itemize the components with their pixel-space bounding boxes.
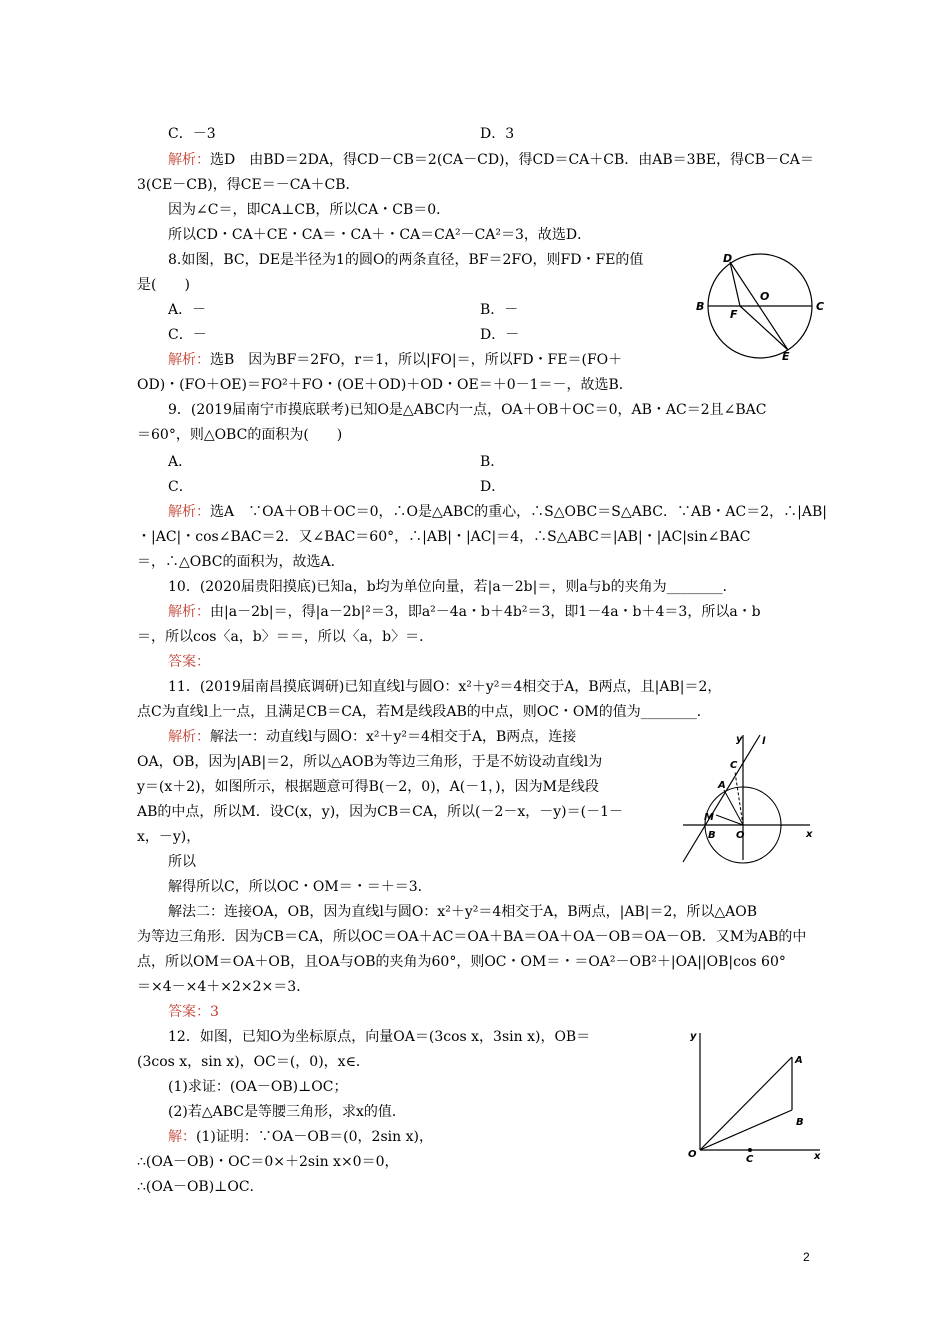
analysis-11-line7: 解得所以C，所以OC・OM＝・＝＋＝3．	[168, 879, 432, 895]
graph-figure-q12	[680, 1025, 825, 1165]
option-d-7: D．3	[480, 126, 515, 142]
label-o: O	[736, 830, 745, 841]
label-a: A	[718, 780, 726, 791]
analysis-9-line1	[168, 502, 827, 522]
label-x: x	[806, 829, 813, 840]
label-f: F	[730, 308, 738, 321]
analysis-text: 解法一：动直线l与圆O：x²＋y²＝4相交于A，B两点，连接	[210, 729, 577, 745]
analysis-11-line4: AB的中点，所以M．设C(x，y)，因为CB＝CA，所以(－2－x，－y)＝(－1－	[137, 804, 623, 820]
option-a-8: A．－	[168, 302, 207, 318]
circle-figure-q8	[690, 248, 830, 366]
option-c-9: C．	[168, 479, 193, 495]
page-number: 2	[803, 1250, 810, 1264]
question-12-line1: 12．如图，已知O为坐标原点，向量OA＝(3cos x，3sin x)，OB＝	[168, 1029, 591, 1045]
analysis-text: 选A ∵OA＋OB＋OC＝0，∴O是△ABC的重心，∴S△OBC＝S△ABC．∵AB・AC＝2，∴|AB|	[210, 504, 827, 520]
analysis-7-line4: 所以CD・CA＋CE・CA＝・CA＋・CA＝CA²－CA²＝3，故选D．	[168, 227, 592, 243]
option-c-8: C．－	[168, 327, 207, 343]
question-10: 10．(2020届贵阳摸底)已知a，b均为单位向量，若|a－2b|＝，则a与b的夹角为________．	[168, 579, 737, 595]
analysis-label: 解析：	[168, 729, 210, 745]
label-e: E	[782, 350, 790, 363]
label-c: C	[730, 760, 738, 771]
analysis-label: 解析：	[168, 152, 210, 168]
question-8-line2: 是( )	[137, 277, 190, 293]
segment-ob	[700, 1110, 792, 1150]
label-b: B	[708, 830, 716, 841]
analysis-label: 解析：	[168, 352, 210, 368]
analysis-11-method2-line4: ＝×4－×4＋×2×2×＝3．	[137, 979, 311, 995]
analysis-text: 选B 因为BF＝2FO，r＝1，所以|FO|＝，所以FD・FE＝(FO＋	[210, 352, 623, 368]
answer-11: 答案：3	[168, 1004, 219, 1020]
option-b-8: B．－	[480, 302, 519, 318]
question-12-line2: (3cos x，sin x)，OC＝(，0)，x∈．	[137, 1054, 370, 1070]
question-11-line1: 11．(2019届南昌摸底调研)已知直线l与圆O：x²＋y²＝4相交于A，B两点，且|AB|＝2，	[168, 679, 722, 695]
question-8-line1: 8.如图，BC，DE是半径为1的圆O的两条直径，BF＝2FO，则FD・FE的值	[168, 252, 644, 268]
analysis-11-line6: 所以	[168, 854, 196, 870]
analysis-11-line5: x，－y)，	[137, 829, 201, 845]
analysis-11-line3: y＝(x＋2)，如图所示，根据题意可得B(－2，0)，A(－1，)，因为M是线段	[137, 779, 599, 795]
analysis-7-line1	[168, 150, 814, 170]
graph-figure-q11	[678, 730, 818, 865]
option-d-8: D．－	[480, 327, 520, 343]
question-9-line1: 9．(2019届南宁市摸底联考)已知O是△ABC内一点，OA＋OB＋OC＝0，AB・AC＝2且∠BAC	[168, 402, 767, 418]
solution-12-line2: ∴(OA－OB)・OC＝0×＋2sin x×0＝0，	[137, 1154, 399, 1170]
solution-label: 解：	[168, 1129, 196, 1145]
analysis-10-line1	[168, 602, 761, 622]
label-l: l	[762, 736, 766, 747]
analysis-7-line3: 因为∠C＝，即CA⊥CB，所以CA・CB＝0．	[168, 202, 451, 218]
analysis-11-method2-line3: 点，所以OM＝OA＋OB，且OA与OB的夹角为60°，则OC・OM＝・＝OA²－OB²＋|OA||OB|cos 60°	[137, 954, 786, 970]
question-9-line2: ＝60°，则△OBC的面积为( )	[137, 427, 343, 443]
analysis-9-line2: ・|AC|・cos∠BAC＝2．又∠BAC＝60°，∴|AB|・|AC|＝4，∴S△ABC＝|AB|・|AC|sin∠BAC	[137, 529, 751, 545]
analysis-8-line1	[168, 350, 622, 370]
analysis-10-line2: ＝，所以cos〈a，b〉＝＝，所以〈a，b〉＝．	[137, 629, 434, 645]
analysis-9-line3: ＝，∴△OBC的面积为，故选A．	[137, 554, 345, 570]
label-y: y	[690, 1031, 697, 1042]
line-l	[683, 735, 760, 862]
option-a-9: A．	[168, 454, 193, 470]
analysis-label: 解析：	[168, 604, 210, 620]
option-c-7: C．－3	[168, 126, 216, 142]
solution-12-line3: ∴(OA－OB)⊥OC．	[137, 1179, 264, 1195]
point-c	[748, 1148, 752, 1152]
question-12-part2: (2)若△ABC是等腰三角形，求x的值．	[168, 1104, 406, 1120]
question-12-part1: (1)求证：(OA－OB)⊥OC；	[168, 1079, 348, 1095]
analysis-8-line2: OD)・(FO＋OE)＝FO²＋FO・(OE＋OD)＋OD・OE＝＋0－1＝－，故选B．	[137, 377, 633, 393]
label-c: C	[816, 300, 825, 313]
option-d-9: D．	[480, 479, 506, 495]
label-b: B	[796, 1117, 804, 1128]
option-b-9: B．	[480, 454, 505, 470]
label-o: O	[760, 290, 770, 303]
analysis-text: 由|a－2b|＝，得|a－2b|²＝3，即a²－4a・b＋4b²＝3，即1－4a・b＋4＝3，所以a・b	[210, 604, 761, 620]
analysis-11-method2-line2: 为等边三角形．因为CB＝CA，所以OC＝OA＋AC＝OA＋BA＝OA＋OA－OB＝OA－OB．又M为AB的中	[137, 929, 807, 945]
label-d: D	[723, 252, 733, 265]
solution-12-line1	[168, 1127, 433, 1147]
answer-10: 答案：	[168, 654, 210, 670]
label-x: x	[814, 1151, 821, 1162]
label-m: M	[704, 812, 714, 823]
analysis-7-line2: 3(CE－CB)，得CE＝－CA＋CB．	[137, 177, 360, 193]
analysis-11-method2-line1: 解法二：连接OA，OB，因为直线l与圆O：x²＋y²＝4相交于A，B两点，|AB|＝2，所以△AOB	[168, 904, 758, 920]
analysis-11-line1	[168, 727, 576, 747]
label-o: O	[688, 1149, 697, 1160]
label-y: y	[736, 734, 743, 745]
label-a: A	[795, 1055, 803, 1066]
analysis-label: 解析：	[168, 504, 210, 520]
label-b: B	[696, 300, 705, 313]
segment-oa	[700, 1057, 792, 1150]
analysis-11-line2: OA，OB，因为|AB|＝2，所以△AOB为等边三角形，于是不妨设动直线l为	[137, 754, 603, 770]
solution-text: (1)证明：∵OA－OB＝(0，2sin x)，	[196, 1129, 433, 1145]
label-c: C	[746, 1154, 754, 1165]
analysis-text: 选D 由BD＝2DA，得CD－CB＝2(CA－CD)，得CD＝CA＋CB．由AB＝3BE，得CB－CA＝	[210, 152, 814, 168]
question-11-line2: 点C为直线l上一点，且满足CB＝CA，若M是线段AB的中点，则OC・OM的值为________．	[137, 704, 711, 720]
